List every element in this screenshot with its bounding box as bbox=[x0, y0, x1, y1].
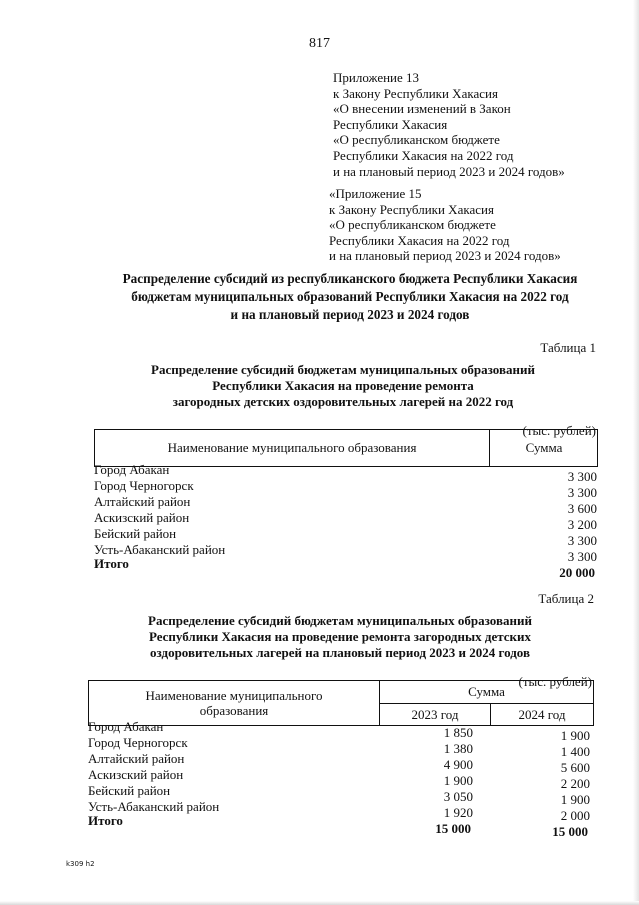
table-total-row bbox=[88, 813, 588, 839]
row-value-2024: 5 600 bbox=[560, 760, 590, 775]
scan-bottom-shadow bbox=[0, 901, 639, 905]
row-sum: 3 300 bbox=[567, 485, 597, 500]
row-name: Алтайский район bbox=[94, 494, 191, 509]
title-line: Республики Хакасия на проведение ремонта загородных детских bbox=[148, 629, 532, 644]
appendix-13-header bbox=[333, 70, 565, 179]
appendix-line: к Закону Республики Хакасия bbox=[329, 201, 494, 217]
title-line: Распределение субсидий из республиканского бюджета Республики Хакасия bbox=[122, 271, 578, 286]
row-name: Усть-Абаканский район bbox=[94, 542, 226, 557]
appendix-line: «О республиканском бюджете bbox=[333, 132, 500, 148]
appendix-line: Республики Хакасия на 2022 год bbox=[333, 147, 514, 163]
total-label: Итого bbox=[88, 813, 123, 828]
row-sum: 3 300 bbox=[567, 549, 597, 564]
title-line: Республики Хакасия на проведение ремонта bbox=[212, 378, 474, 393]
row-value-2023: 1 380 bbox=[443, 741, 473, 756]
title-line: оздоровительных лагерей на плановый период 2023 и 2024 годов bbox=[150, 645, 530, 660]
row-name: Бейский район bbox=[94, 526, 177, 541]
row-name: Город Черногорск bbox=[94, 478, 194, 493]
table2-header-2024: 2024 год bbox=[518, 707, 566, 722]
scan-edge-shadow bbox=[633, 0, 639, 905]
appendix-line: к Закону Республики Хакасия bbox=[333, 85, 498, 101]
table2-header-sum: Сумма bbox=[380, 681, 593, 704]
row-sum: 3 300 bbox=[567, 533, 597, 548]
title-line: Распределение субсидий бюджетам муниципальных образований bbox=[148, 613, 532, 628]
row-value-2024: 2 000 bbox=[560, 808, 590, 823]
row-value-2023: 4 900 bbox=[443, 757, 473, 772]
table1-label: Таблица 1 bbox=[540, 340, 596, 355]
row-name: Алтайский район bbox=[88, 751, 185, 766]
appendix-15-header bbox=[329, 186, 561, 264]
table2-units: (тыс. рублей) bbox=[518, 674, 592, 689]
total-label: Итого bbox=[94, 556, 129, 571]
appendix-line: Республики Хакасия bbox=[333, 116, 448, 132]
row-sum: 3 200 bbox=[567, 517, 597, 532]
table2-label: Таблица 2 bbox=[538, 591, 594, 606]
header-line: Наименование муниципального bbox=[145, 688, 323, 703]
row-name: Город Абакан bbox=[94, 462, 170, 477]
row-sum: 3 600 bbox=[567, 501, 597, 516]
row-value-2024: 1 900 bbox=[560, 792, 590, 807]
table-row bbox=[94, 510, 597, 532]
total-value-2023: 15 000 bbox=[435, 821, 471, 836]
row-value-2023: 3 050 bbox=[443, 789, 473, 804]
table1-header-sum: Сумма bbox=[525, 440, 563, 455]
total-sum: 20 000 bbox=[559, 565, 595, 580]
table-row bbox=[94, 462, 597, 484]
row-value-2023: 1 900 bbox=[443, 773, 473, 788]
row-name: Бейский район bbox=[88, 783, 171, 798]
title-line: Распределение субсидий бюджетам муниципальных образований bbox=[151, 362, 535, 377]
row-name: Город Абакан bbox=[88, 719, 164, 734]
table-row bbox=[94, 494, 597, 516]
table-total-row bbox=[94, 556, 595, 580]
appendix-line: и на плановый период 2023 и 2024 годов» bbox=[329, 248, 561, 264]
row-sum: 3 300 bbox=[567, 469, 597, 484]
document-title bbox=[90, 270, 610, 324]
title-line: и на плановый период 2023 и 2024 годов bbox=[230, 307, 470, 322]
appendix-line: Приложение 13 bbox=[333, 70, 420, 85]
footer-code: k309 h2 bbox=[66, 860, 95, 868]
appendix-line: и на плановый период 2023 и 2024 годов» bbox=[333, 163, 565, 179]
row-value-2023: 1 850 bbox=[443, 725, 473, 740]
appendix-line: «О внесении изменений в Закон bbox=[333, 101, 511, 117]
header-line: образования bbox=[199, 703, 269, 718]
row-value-2024: 1 900 bbox=[560, 728, 590, 743]
appendix-line: Республики Хакасия на 2022 год bbox=[329, 232, 510, 248]
row-name: Аскизский район bbox=[94, 510, 190, 525]
table-row bbox=[94, 526, 597, 548]
table1-header-name: Наименование муниципального образования bbox=[95, 430, 490, 466]
table2-title bbox=[105, 613, 575, 661]
table1-units: (тыс. рублей) bbox=[522, 423, 596, 438]
page-number: 817 bbox=[309, 36, 330, 51]
row-value-2024: 2 200 bbox=[560, 776, 590, 791]
total-value-2024: 15 000 bbox=[552, 824, 588, 839]
row-name: Усть-Абаканский район bbox=[88, 799, 220, 814]
table1-title bbox=[108, 362, 578, 410]
row-value-2024: 1 400 bbox=[560, 744, 590, 759]
row-value-2023: 1 920 bbox=[443, 805, 473, 820]
title-line: загородных детских оздоровительных лагерей на 2022 год bbox=[172, 394, 514, 409]
title-line: бюджетам муниципальных образований Республики Хакасия на 2022 год bbox=[131, 289, 569, 304]
row-name: Город Черногорск bbox=[88, 735, 188, 750]
table-row bbox=[94, 478, 597, 500]
appendix-line: «Приложение 15 bbox=[329, 186, 422, 201]
appendix-line: «О республиканском бюджете bbox=[329, 217, 496, 233]
table2-header-2023: 2023 год bbox=[380, 704, 491, 725]
row-name: Аскизский район bbox=[88, 767, 184, 782]
